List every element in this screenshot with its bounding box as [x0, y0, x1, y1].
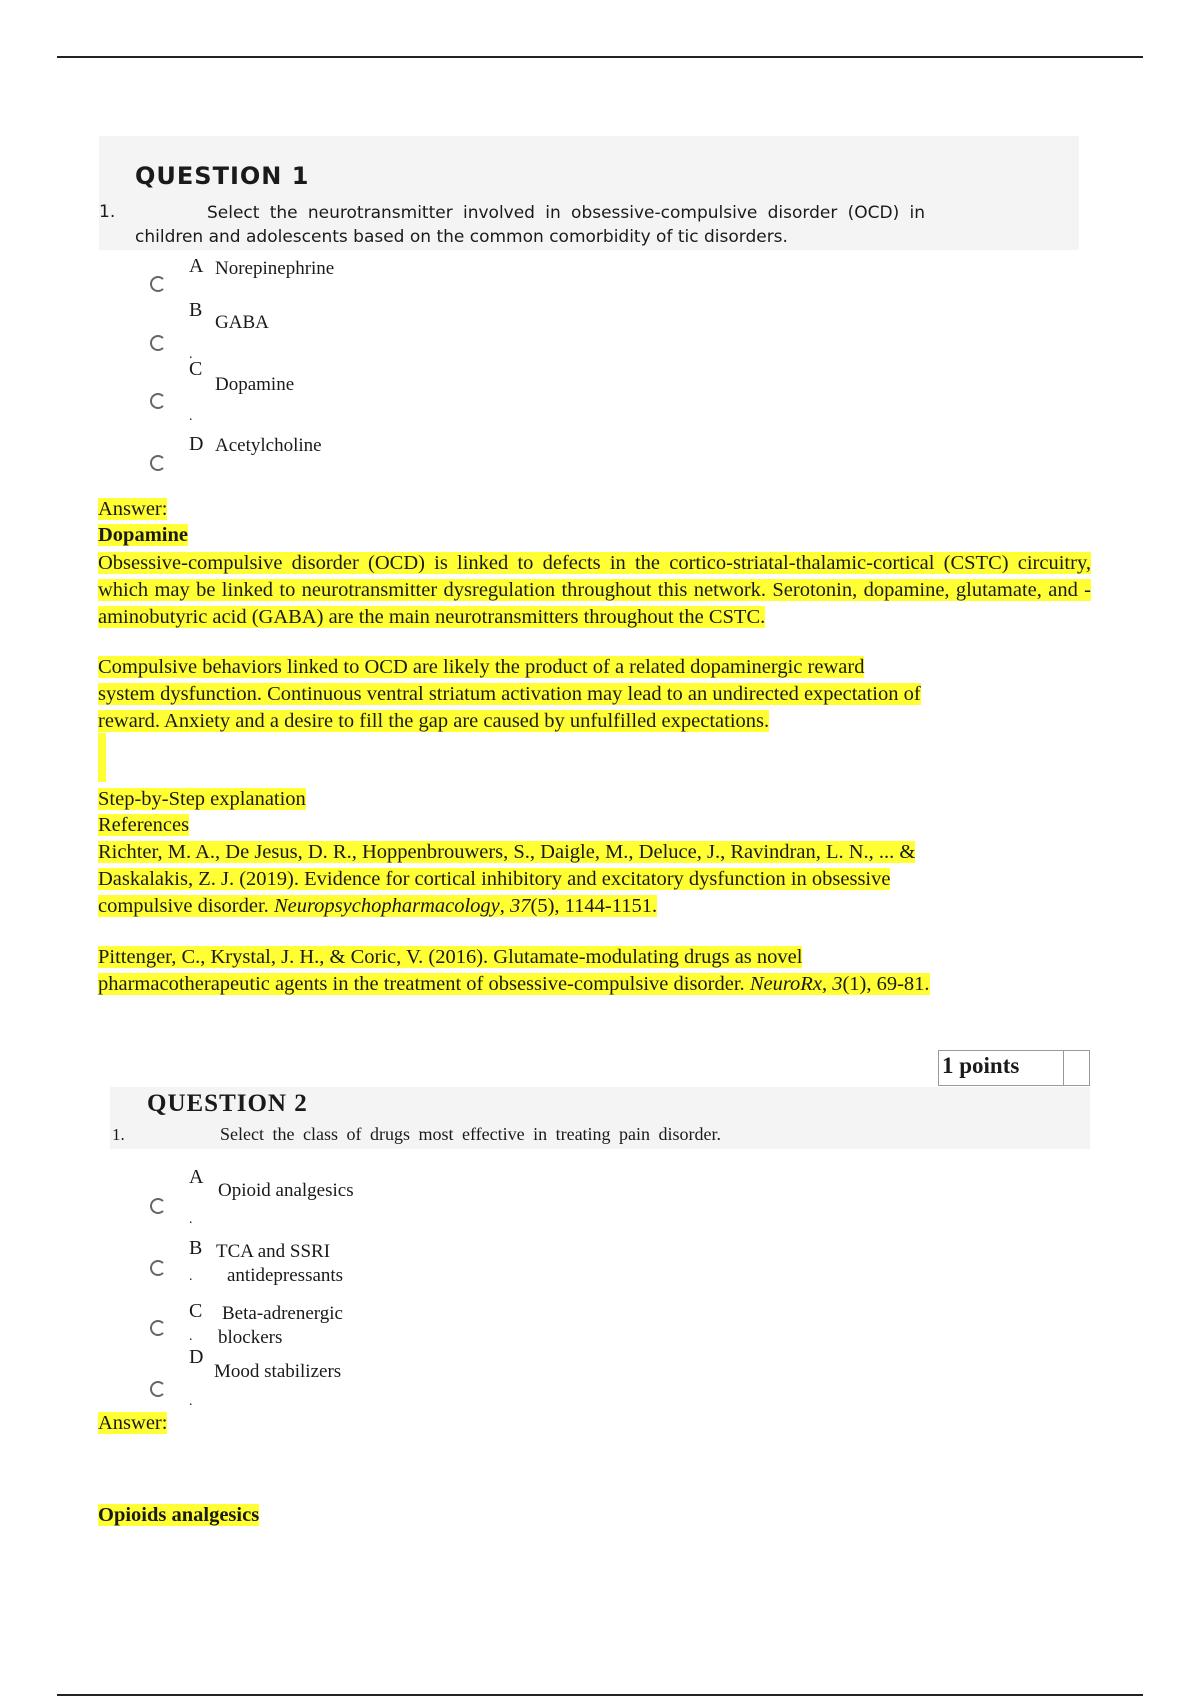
option-c-dot: .: [189, 409, 193, 424]
reference-2-journal: NeuroRx: [749, 973, 822, 995]
q2-option-a-label[interactable]: Opioid analgesics: [218, 1180, 354, 1201]
q2-option-c-radio[interactable]: [150, 1320, 166, 1336]
top-rule: [57, 56, 1143, 58]
q2-option-d-letter: D: [189, 1346, 204, 1368]
explanation-paragraph-2: [98, 654, 921, 735]
q2-option-c-dot: .: [189, 1329, 193, 1344]
q2-option-b-radio[interactable]: [150, 1260, 166, 1276]
q2-option-b-dot: .: [189, 1269, 193, 1284]
question-2-title: QUESTION 2: [147, 1090, 308, 1117]
q2-option-b-letter: B: [189, 1237, 203, 1259]
option-b-radio[interactable]: [150, 335, 166, 351]
points-value: 1 points: [942, 1053, 1020, 1078]
option-a-label[interactable]: Norepinephrine: [215, 258, 335, 279]
explanation-line-3: reward. Anxiety and a desire to fill the gap are caused by unfulfilled expectations.: [98, 710, 770, 732]
explanation-line-2: system dysfunction. Continuous ventral striatum activation may lead to an undirected expectation of: [98, 683, 921, 705]
question-1-title: QUESTION 1: [135, 162, 310, 190]
q2-option-c-label[interactable]: Beta-adrenergic blockers: [218, 1303, 343, 1348]
question-2-answer-label: Answer:: [98, 1412, 168, 1434]
q2-option-a-dot: .: [189, 1212, 193, 1227]
option-d-label[interactable]: Acetylcholine: [215, 435, 322, 456]
reference-1: Richter, M. A., De Jesus, D. R., Hoppenbrouwers, S., Daigle, M., Deluce, J., Ravindran, L. N., ... & Daskalakis, Z. J. (2019). Evidence for cortical inhibitory and excitatory dysfunction in obsessive compulsive disorder. Neuropsychopharmacology, 37(5), 1144-1151.: [98, 841, 916, 917]
q2-option-d-dot: .: [189, 1394, 193, 1409]
question-1-answer: Dopamine: [98, 524, 188, 546]
option-b-letter: B: [189, 299, 203, 321]
step-by-step-label: Step-by-Step explanation: [98, 788, 306, 810]
reference-2-volume: 3: [832, 973, 843, 995]
q2-option-c-letter: C: [189, 1300, 203, 1322]
option-d-radio[interactable]: [150, 455, 166, 471]
q2-option-d-radio[interactable]: [150, 1381, 166, 1397]
q2-option-a-radio[interactable]: [150, 1198, 166, 1214]
option-a-radio[interactable]: [150, 276, 166, 292]
option-c-radio[interactable]: [150, 393, 166, 409]
question-1-number: 1.: [99, 202, 116, 222]
question-1-prompt: Select the neurotransmitter involved in obsessive-compulsive disorder (OCD) in children and adolescents based on the common comorbidity of tic disorders.: [135, 203, 925, 247]
question-2-prompt: Select the class of drugs most effective in treating pain disorder.: [220, 1124, 722, 1144]
reference-2: Pittenger, C., Krystal, J. H., & Coric, V. (2016). Glutamate-modulating drugs as novel pharmacotherapeutic agents in the treatment of obsessive-compulsive disorder. NeuroRx, 3(1), 69-81.: [98, 946, 930, 995]
option-d-letter: D: [189, 433, 204, 455]
option-c-label[interactable]: Dopamine: [215, 374, 295, 395]
question-1-answer-label: Answer:: [98, 498, 168, 520]
q2-option-d-label[interactable]: Mood stabilizers: [214, 1361, 342, 1382]
q2-option-b-label[interactable]: TCA and SSRI antidepressants: [216, 1241, 344, 1286]
explanation-paragraph-1: Obsessive-compulsive disorder (OCD) is linked to defects in the cortico-striatal-thalamic-cortical (CSTC) circuitry, which may be linked to neurotransmitter dysregulation throughout this network. Serotonin, dopamine, glutamate, and -aminobutyric acid (GABA) are the main neurotransmitters throughout the CSTC.: [98, 552, 1091, 628]
bottom-rule: [57, 1694, 1143, 1696]
option-b-label[interactable]: GABA: [215, 312, 269, 333]
q2-option-a-letter: A: [189, 1166, 204, 1188]
reference-1-journal: Neuropsychopharmacology: [273, 895, 500, 917]
option-c-letter: C: [189, 358, 203, 380]
question-2-answer: Opioids analgesics: [98, 1504, 260, 1526]
option-a-letter: A: [189, 255, 204, 277]
reference-1-volume: 37: [510, 895, 531, 917]
question-2-number: 1.: [112, 1125, 125, 1144]
references-label: References: [98, 814, 190, 836]
option-b-dot: .: [189, 347, 193, 362]
highlight-gap-bar: [98, 733, 106, 782]
explanation-line-1: Compulsive behaviors linked to OCD are likely the product of a related dopaminergic reward: [98, 656, 865, 678]
